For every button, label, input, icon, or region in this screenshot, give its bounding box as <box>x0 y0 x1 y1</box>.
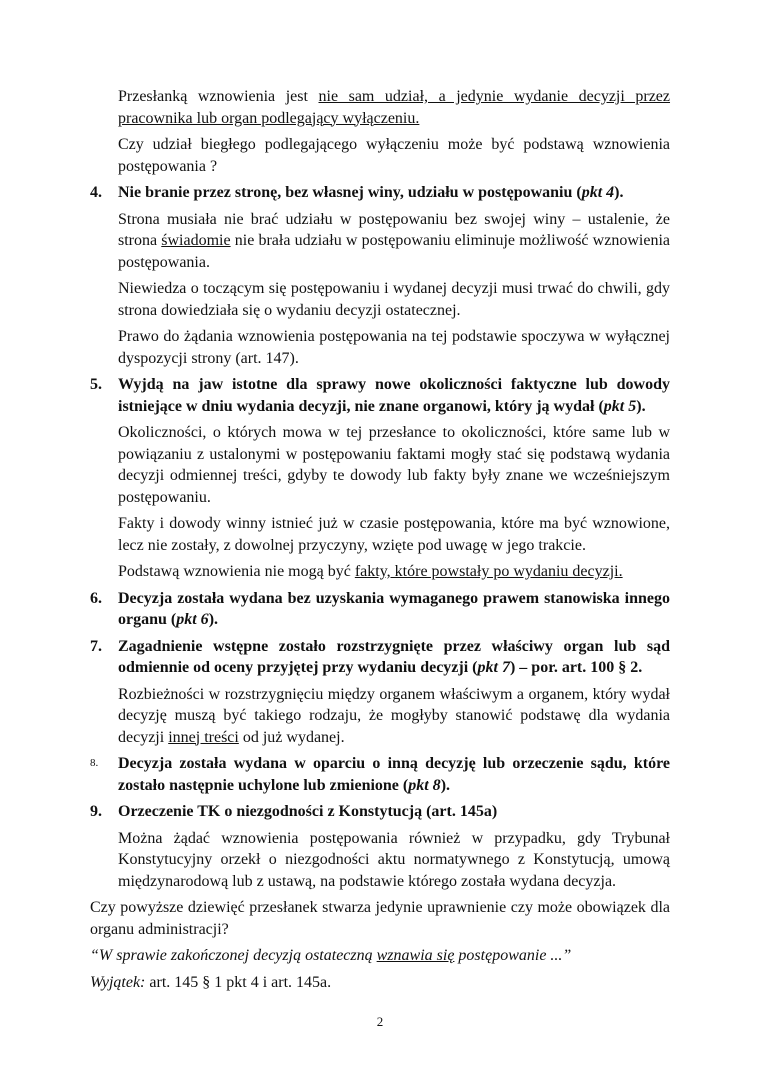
underlined-text: świadomie <box>161 232 231 249</box>
paragraph <box>90 86 670 129</box>
italic-text: pkt 6 <box>176 611 209 628</box>
text: “W sprawie zakończonej decyzją ostateczną <box>90 947 377 964</box>
italic-text: pkt 4 <box>581 184 615 201</box>
text: Decyzja została wydana w oparciu o inną decyzję lub orzeczenie sądu, które zostało następnie uchylone lub zmienione ( <box>118 755 670 794</box>
text: ). <box>636 397 646 415</box>
list-item-5 <box>90 374 670 417</box>
paragraph <box>90 561 670 583</box>
paragraph: Fakty i dowody winny istnieć już w czasie postępowania, które ma być wznowione, lecz nie zostały, z dowolnej przyczyny, wzięte pod uwagę w jego trakcie. <box>118 515 670 554</box>
underlined-text: wznawia się <box>376 947 455 964</box>
document-page <box>90 86 670 998</box>
list-number: 9. <box>90 803 102 820</box>
text: ). <box>614 184 624 201</box>
list-item-4 <box>90 182 670 204</box>
text: Wyjdą na jaw istotne dla sprawy nowe okoliczności faktyczne lub dowody istniejące w dniu wydania decyzji, nie znane organowi, który ją wydał ( <box>118 376 670 415</box>
list-number: 7. <box>90 637 102 655</box>
italic-text: pkt 5 <box>603 397 637 415</box>
text: ). <box>208 611 219 628</box>
italic-text: pkt 8 <box>408 776 441 794</box>
paragraph: Niewiedza o toczącym się postępowaniu i wydanej decyzji musi trwać do chwili, gdy strona dowiedziała się o wydaniu decyzji ostatecznej. <box>118 280 670 319</box>
exception-label: Wyjątek: <box>90 973 146 991</box>
paragraph <box>90 209 670 274</box>
underlined-text: nie sam udział, a jedynie wydanie decyzji przez pracownika lub organ podlegający wyłączeniu. <box>118 88 671 127</box>
list-item-9 <box>90 801 670 823</box>
page-number: 2 <box>376 1014 384 1029</box>
italic-text: pkt 7 <box>477 659 510 676</box>
text: nie brała udziału w postępowaniu eliminuje możliwość wznowienia postępowania. <box>118 232 670 271</box>
text: od już wydanej. <box>238 728 345 746</box>
text: Zagadnienie wstępne zostało rozstrzygnięte przez właściwy organ lub sąd odmiennie od oceny przyjętej przy wydaniu decyzji ( <box>118 637 670 676</box>
text: ) – por. art. 100 § 2. <box>509 659 643 676</box>
list-item-7 <box>90 636 670 679</box>
text: Przesłanką wznowienia jest <box>118 88 319 105</box>
text: Podstawą wznowienia nie mogą być <box>118 563 355 580</box>
list-item-6 <box>90 588 670 631</box>
paragraph: Czy udział biegłego podlegającego wyłączeniu może być podstawą wznowienia postępowania ? <box>118 136 670 175</box>
quote-paragraph <box>90 945 670 967</box>
list-number: 5. <box>90 376 102 393</box>
question-paragraph: Czy powyższe dziewięć przesłanek stwarza jedynie uprawnienie czy może obowiązek dla organu administracji? <box>90 899 670 938</box>
text: postępowanie ...” <box>454 947 572 964</box>
paragraph: Okoliczności, o których mowa w tej przesłance to okoliczności, które same lub w powiązaniu z ustalonymi w postępowaniu faktami mogły stać się podstawą wydania decyzji odmiennej treści, gdyby te dowody lub fakty były znane we wcześniejszym postępowaniu. <box>118 424 670 506</box>
paragraph: Prawo do żądania wznowienia postępowania na tej podstawie spoczywa w wyłącznej dyspozycji strony (art. 147). <box>118 328 670 367</box>
list-number: 6. <box>90 589 102 607</box>
text: Orzeczenie TK o niezgodności z Konstytucją (art. 145a) <box>118 803 498 820</box>
text: Decyzja została wydana bez uzyskania wymaganego prawem stanowiska innego organu ( <box>118 589 670 628</box>
text: Strona musiała nie brać udziału w postępowaniu bez swojej winy – ustalenie, że strona <box>118 210 670 249</box>
exception-paragraph <box>90 972 670 994</box>
text: ). <box>440 776 451 794</box>
text: Nie branie przez stronę, bez własnej winy, udziału w postępowaniu ( <box>118 184 582 201</box>
underlined-text: innej treści <box>168 728 239 746</box>
paragraph <box>90 684 670 749</box>
paragraph: Można żądać wznowienia postępowania również w przypadku, gdy Trybunał Konstytucyjny orzekł o niezgodności aktu normatywnego z Konstytucją, umową międzynarodową lub z ustawą, na podstawie którego została wydana decyzja. <box>118 829 670 890</box>
underlined-text: fakty, które powstały po wydaniu decyzji. <box>354 563 623 580</box>
list-item-8 <box>90 753 670 796</box>
text: Rozbieżności w rozstrzygnięciu między organem właściwym a organem, który wydał decyzję muszą być takiego rodzaju, że mogłyby stanowić podstawę dla wydania decyzji <box>118 685 670 746</box>
text: art. 145 § 1 pkt 4 i art. 145a. <box>145 973 332 991</box>
list-number: 8. <box>90 757 99 769</box>
list-number: 4. <box>90 184 102 201</box>
